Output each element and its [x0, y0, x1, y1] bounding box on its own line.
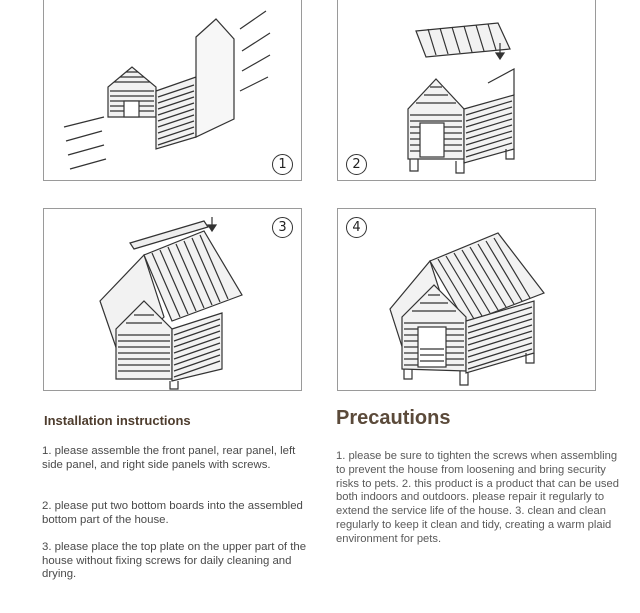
step-badge: 1: [272, 154, 293, 175]
step-4-panel: [337, 208, 596, 391]
precautions-text: 1. please be sure to tighten the screws when assembling to prevent the house from loosening and bring security risks to pets. 2. this product is a product that can be used both indoors and outdoors. please repair it regularly to extend the service life of the house. 3. clean and clean regularly to keep it clean and tidy, creating a warm plaid environment for pets.: [336, 450, 619, 545]
instruction-item: 3. please place the top plate on the upper part of the house without fixing screws for daily cleaning and drying.: [42, 541, 307, 580]
instruction-item: 1. please assemble the front panel, rear panel, left side panel, and right side panels with screws.: [42, 445, 296, 471]
house-roof-illustration: [44, 209, 303, 392]
step-3-panel: [43, 208, 302, 391]
finished-house-illustration: [338, 209, 597, 392]
step-2-panel: [337, 0, 596, 181]
instruction-item: 2. please put two bottom boards into the assembled bottom part of the house.: [42, 500, 303, 526]
step-badge: 3: [272, 217, 293, 238]
house-bottom-boards-illustration: [338, 0, 597, 182]
step-1-panel: [43, 0, 302, 181]
house-assembly-illustration: [44, 0, 303, 182]
precautions-heading: Precautions: [336, 407, 451, 429]
step-badge: 2: [346, 154, 367, 175]
installation-heading: Installation instructions: [44, 413, 191, 428]
step-badge: 4: [346, 217, 367, 238]
